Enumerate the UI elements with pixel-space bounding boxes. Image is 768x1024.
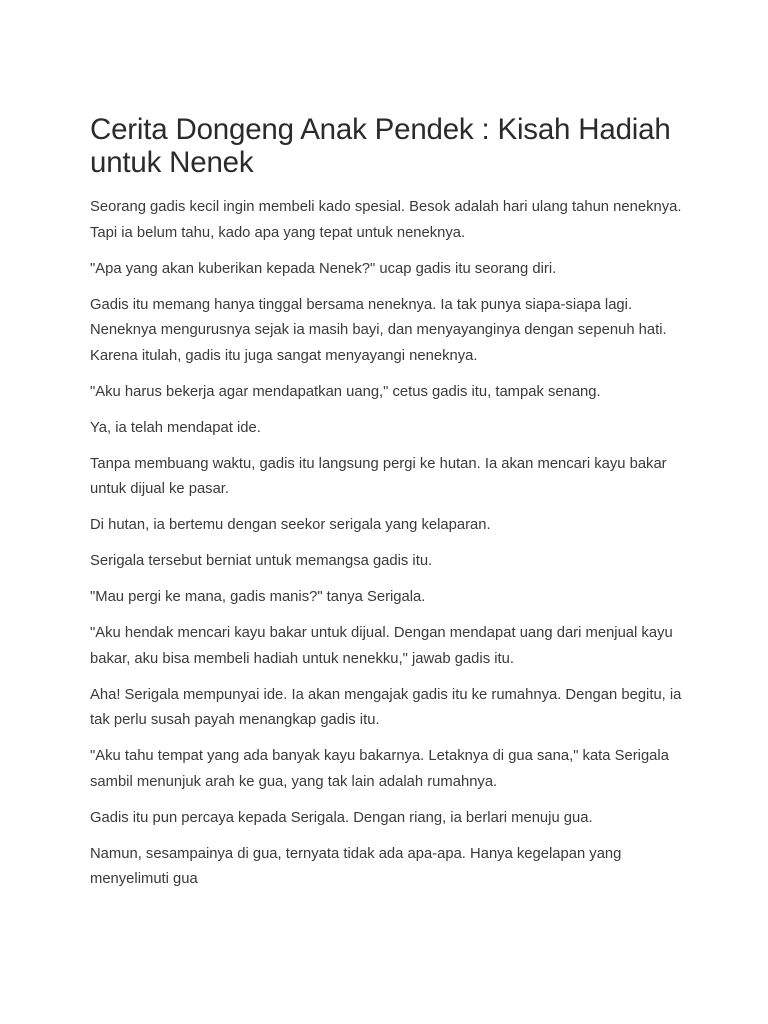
paragraph: Di hutan, ia bertemu dengan seekor serigala yang kelaparan. <box>90 517 491 533</box>
paragraph: "Apa yang akan kuberikan kepada Nenek?" ucap gadis itu seorang diri. <box>90 260 557 277</box>
paragraph: "Aku tahu tempat yang ada banyak kayu bakarnya. Letaknya di gua sana," kata Serigala sambil menunjuk arah ke gua, yang tak lain adalah rumahnya. <box>90 748 669 790</box>
paragraph: Namun, sesampainya di gua, ternyata tidak ada apa-apa. Hanya kegelapan yang menyelimuti gua <box>90 845 622 887</box>
paragraph: Aha! Serigala mempunyai ide. Ia akan mengajak gadis itu ke rumahnya. Dengan begitu, ia tak perlu susah payah menangkap gadis itu. <box>90 686 682 728</box>
paragraph: Seorang gadis kecil ingin membeli kado spesial. Besok adalah hari ulang tahun neneknya. Tapi ia belum tahu, kado apa yang tepat untuk neneknya. <box>90 199 682 241</box>
document-title: Cerita Dongeng Anak Pendek : Kisah Hadiah untuk Nenek <box>90 113 671 179</box>
paragraph: "Aku harus bekerja agar mendapatkan uang," cetus gadis itu, tampak senang. <box>90 383 601 400</box>
paragraph: Gadis itu memang hanya tinggal bersama neneknya. Ia tak punya siapa-siapa lagi. Neneknya mengurusnya sejak ia masih bayi, dan menyayanginya dengan sepenuh hati. Karena itulah, gadis itu juga sangat menyayangi neneknya. <box>90 296 667 364</box>
paragraph: Tanpa membuang waktu, gadis itu langsung pergi ke hutan. Ia akan mencari kayu bakar untuk dijual ke pasar. <box>90 455 667 497</box>
paragraph: "Mau pergi ke mana, gadis manis?" tanya Serigala. <box>90 589 426 605</box>
paragraph: Ya, ia telah mendapat ide. <box>90 419 261 436</box>
paragraph: Serigala tersebut berniat untuk memangsa gadis itu. <box>90 553 433 569</box>
paragraph: Gadis itu pun percaya kepada Serigala. Dengan riang, ia berlari menuju gua. <box>90 809 593 826</box>
paragraph: "Aku hendak mencari kayu bakar untuk dijual. Dengan mendapat uang dari menjual kayu bakar, aku bisa membeli hadiah untuk nenekku," jawab gadis itu. <box>90 625 673 667</box>
document-body <box>90 113 690 903</box>
